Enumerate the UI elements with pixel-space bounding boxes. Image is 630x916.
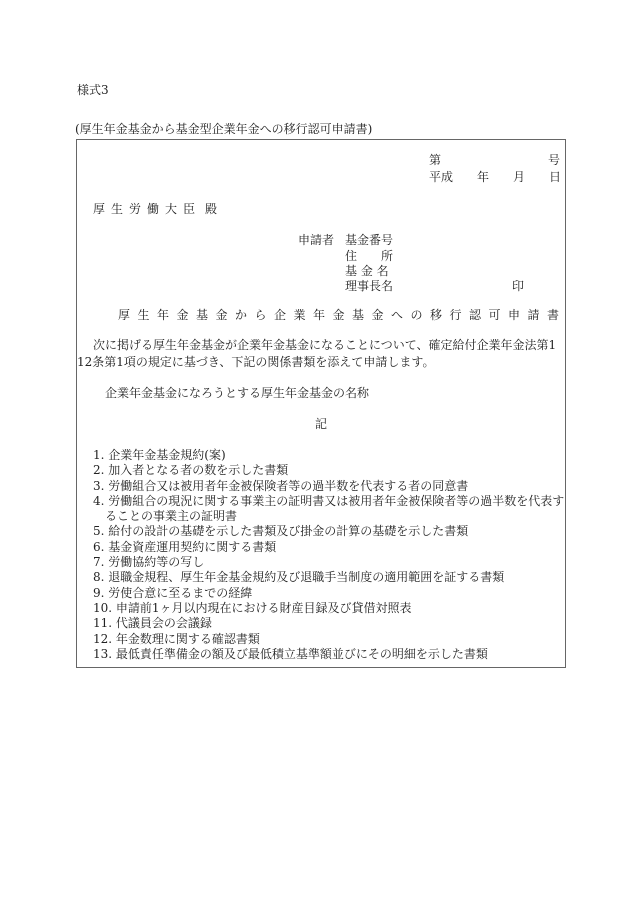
number-prefix: 第 (429, 153, 442, 167)
list-item: 7. 労働協約等の写し (93, 555, 205, 570)
number-suffix: 号 (548, 153, 561, 167)
ki-heading: 記 (315, 417, 328, 431)
addressee: 厚生労働大臣 (93, 202, 202, 216)
list-item: 9. 労使合意に至るまでの経緯 (93, 585, 253, 600)
list-item: ることの事業主の証明書 (93, 509, 238, 524)
attachment-list (93, 448, 563, 662)
list-item: 3. 労働組合又は被用者年金被保険者等の過半数を代表する者の同意書 (93, 478, 469, 493)
date-year: 年 (477, 170, 490, 184)
list-item: 4. 労働組合の現況に関する事業主の証明書又は被用者年金被保険者等の過半数を代表す (93, 493, 565, 508)
body-line-2: 12条第1項の規定に基づき、下記の関係書類を添えて申請します。 (77, 355, 435, 369)
date-day: 日 (549, 170, 562, 184)
field-fund-number: 基金番号 (345, 233, 394, 247)
field-address: 住 所 (345, 249, 394, 263)
list-item: 8. 退職金規程、厚生年金基金規約及び退職手当制度の適用範囲を証する書類 (93, 570, 505, 585)
seal-mark: 印 (512, 279, 525, 293)
fund-name-label: 企業年金基金になろうとする厚生年金基金の名称 (105, 386, 370, 400)
list-item: 5. 給付の設計の基礎を示した書類及び掛金の計算の基礎を示した書類 (93, 524, 469, 539)
field-fund-name: 基 金 名 (345, 264, 389, 278)
list-item: 6. 基金資産運用契約に関する書類 (93, 539, 277, 554)
list-item: 10. 申請前1ヶ月以内現在における財産目録及び貸借対照表 (93, 600, 412, 615)
list-item: 12. 年金数理に関する確認書類 (93, 631, 260, 646)
list-item: 1. 企業年金基金規約(案) (93, 448, 226, 462)
date-month: 月 (513, 170, 526, 184)
honorific: 殿 (205, 202, 218, 216)
applicant-label: 申請者 (298, 233, 335, 247)
date-era: 平成 (429, 170, 454, 184)
list-item: 13. 最低責任準備金の額及び最低積立基準額並びにその明細を示した書類 (93, 646, 488, 661)
body-line-1: 次に掲げる厚生年金基金が企業年金基金になることについて、確定給付企業年金法第1 (93, 338, 557, 352)
list-item: 2. 加入者となる者の数を示した書類 (93, 463, 289, 478)
caption: (厚生年金基金から基金型企業年金への移行認可申請書) (75, 122, 373, 136)
document-title: 厚生年金基金から企業年金基金への移行認可申請書 (118, 308, 567, 322)
field-chairman-name: 理事長名 (345, 279, 394, 293)
form-label: 様式3 (77, 83, 109, 97)
list-item: 11. 代議員会の会議録 (93, 616, 212, 631)
